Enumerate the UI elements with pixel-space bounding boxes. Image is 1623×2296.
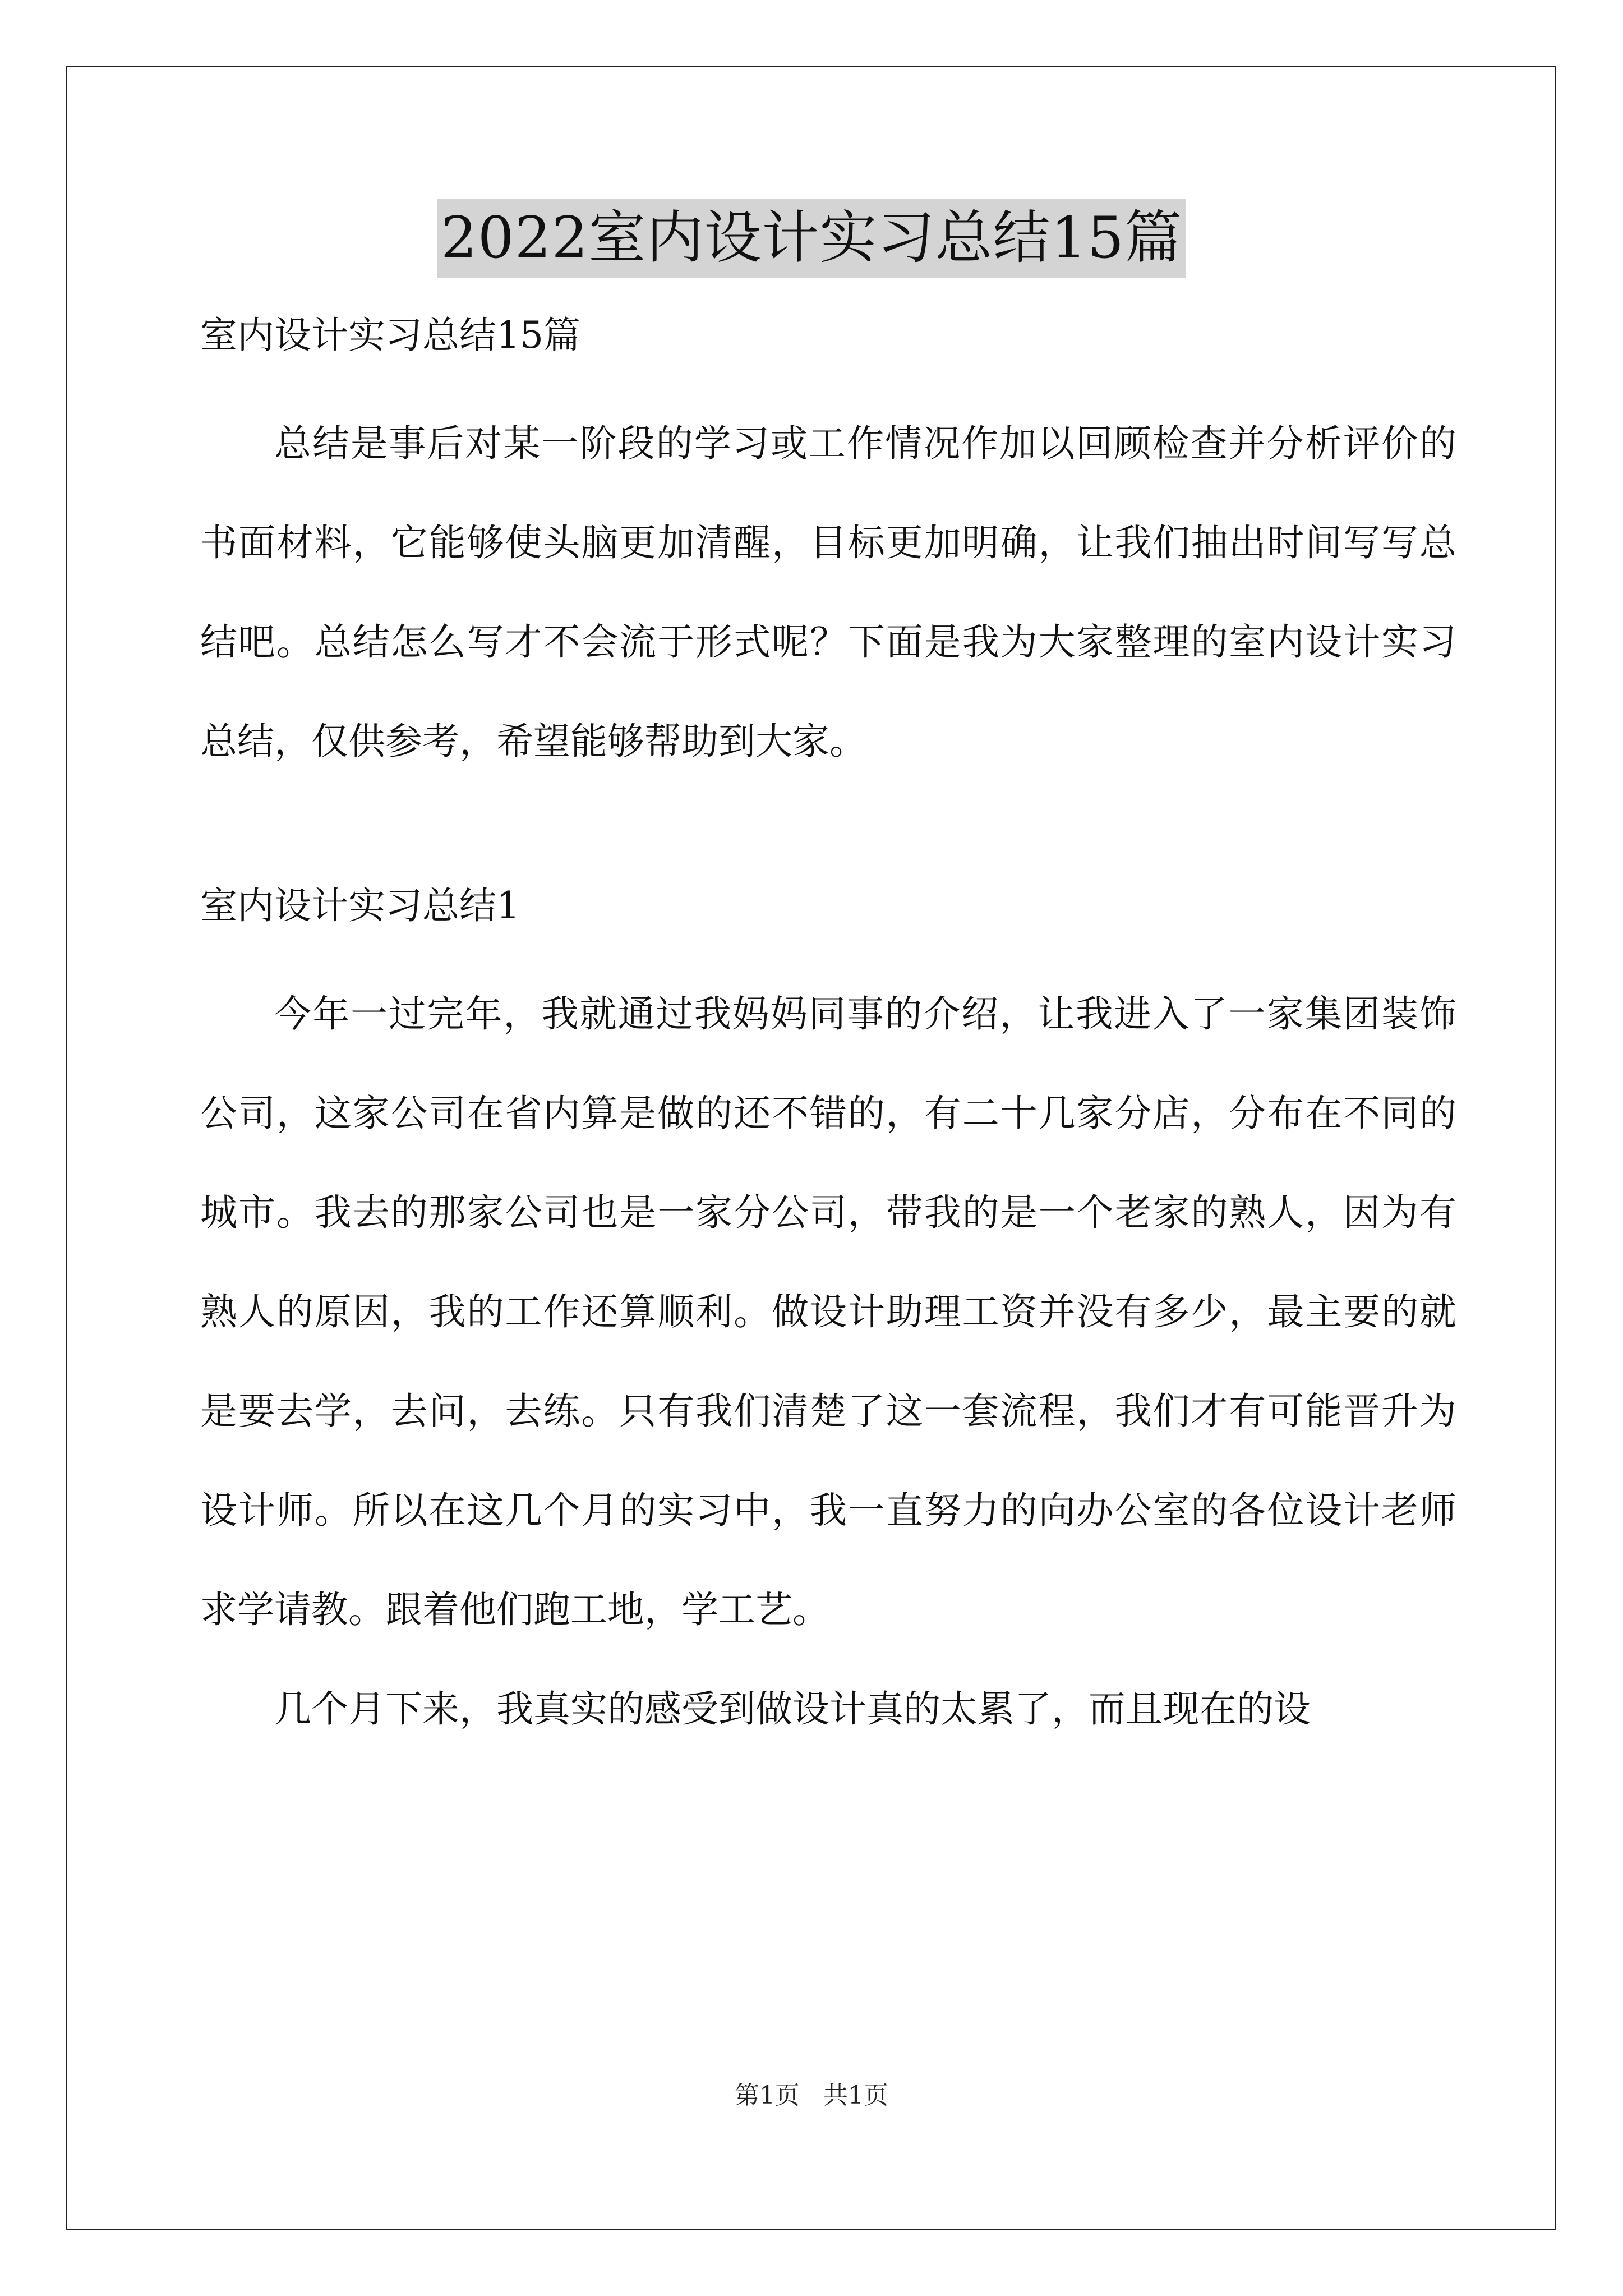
title-container xyxy=(0,199,1623,278)
section-paragraph: 几个月下来，我真实的感受到做设计真的太累了，而且现在的设 xyxy=(274,1687,1311,1731)
intro-paragraph: 总结是事后对某一阶段的学习或工作情况作加以回顾检查并分析评价的书面材料，它能够使头脑更加清醒，目标更加明确，让我们抽出时间写写总结吧。总结怎么写才不会流于形式呢？下面是我为大家整理的室内设计实习总结，仅供参考，希望能够帮助到大家。 xyxy=(200,422,1456,763)
document-title: 2022室内设计实习总结15篇 xyxy=(437,199,1186,278)
page-footer xyxy=(0,2079,1623,2113)
spacer xyxy=(200,364,1456,394)
spacer xyxy=(200,791,1456,878)
section-heading: 室内设计实习总结1 xyxy=(200,884,520,927)
subtitle-heading: 室内设计实习总结15篇 xyxy=(200,314,580,357)
page-number: 第1页 xyxy=(735,2081,800,2110)
document-body xyxy=(200,307,1456,1759)
spacer xyxy=(200,934,1456,964)
total-pages: 共1页 xyxy=(823,2081,888,2110)
section-paragraph: 今年一过完年，我就通过我妈妈同事的介绍，让我进入了一家集团装饰公司，这家公司在省内算是做的还不错的，有二十几家分店，分布在不同的城市。我去的那家公司也是一家分公司，带我的是一个老家的熟人，因为有熟人的原因，我的工作还算顺利。做设计助理工资并没有多少，最主要的就是要去学，去问，去练。只有我们清楚了这一套流程，我们才有可能晋升为设计师。所以在这几个月的实习中，我一直努力的向办公室的各位设计老师求学请教。跟着他们跑工地，学工艺。 xyxy=(200,992,1456,1631)
